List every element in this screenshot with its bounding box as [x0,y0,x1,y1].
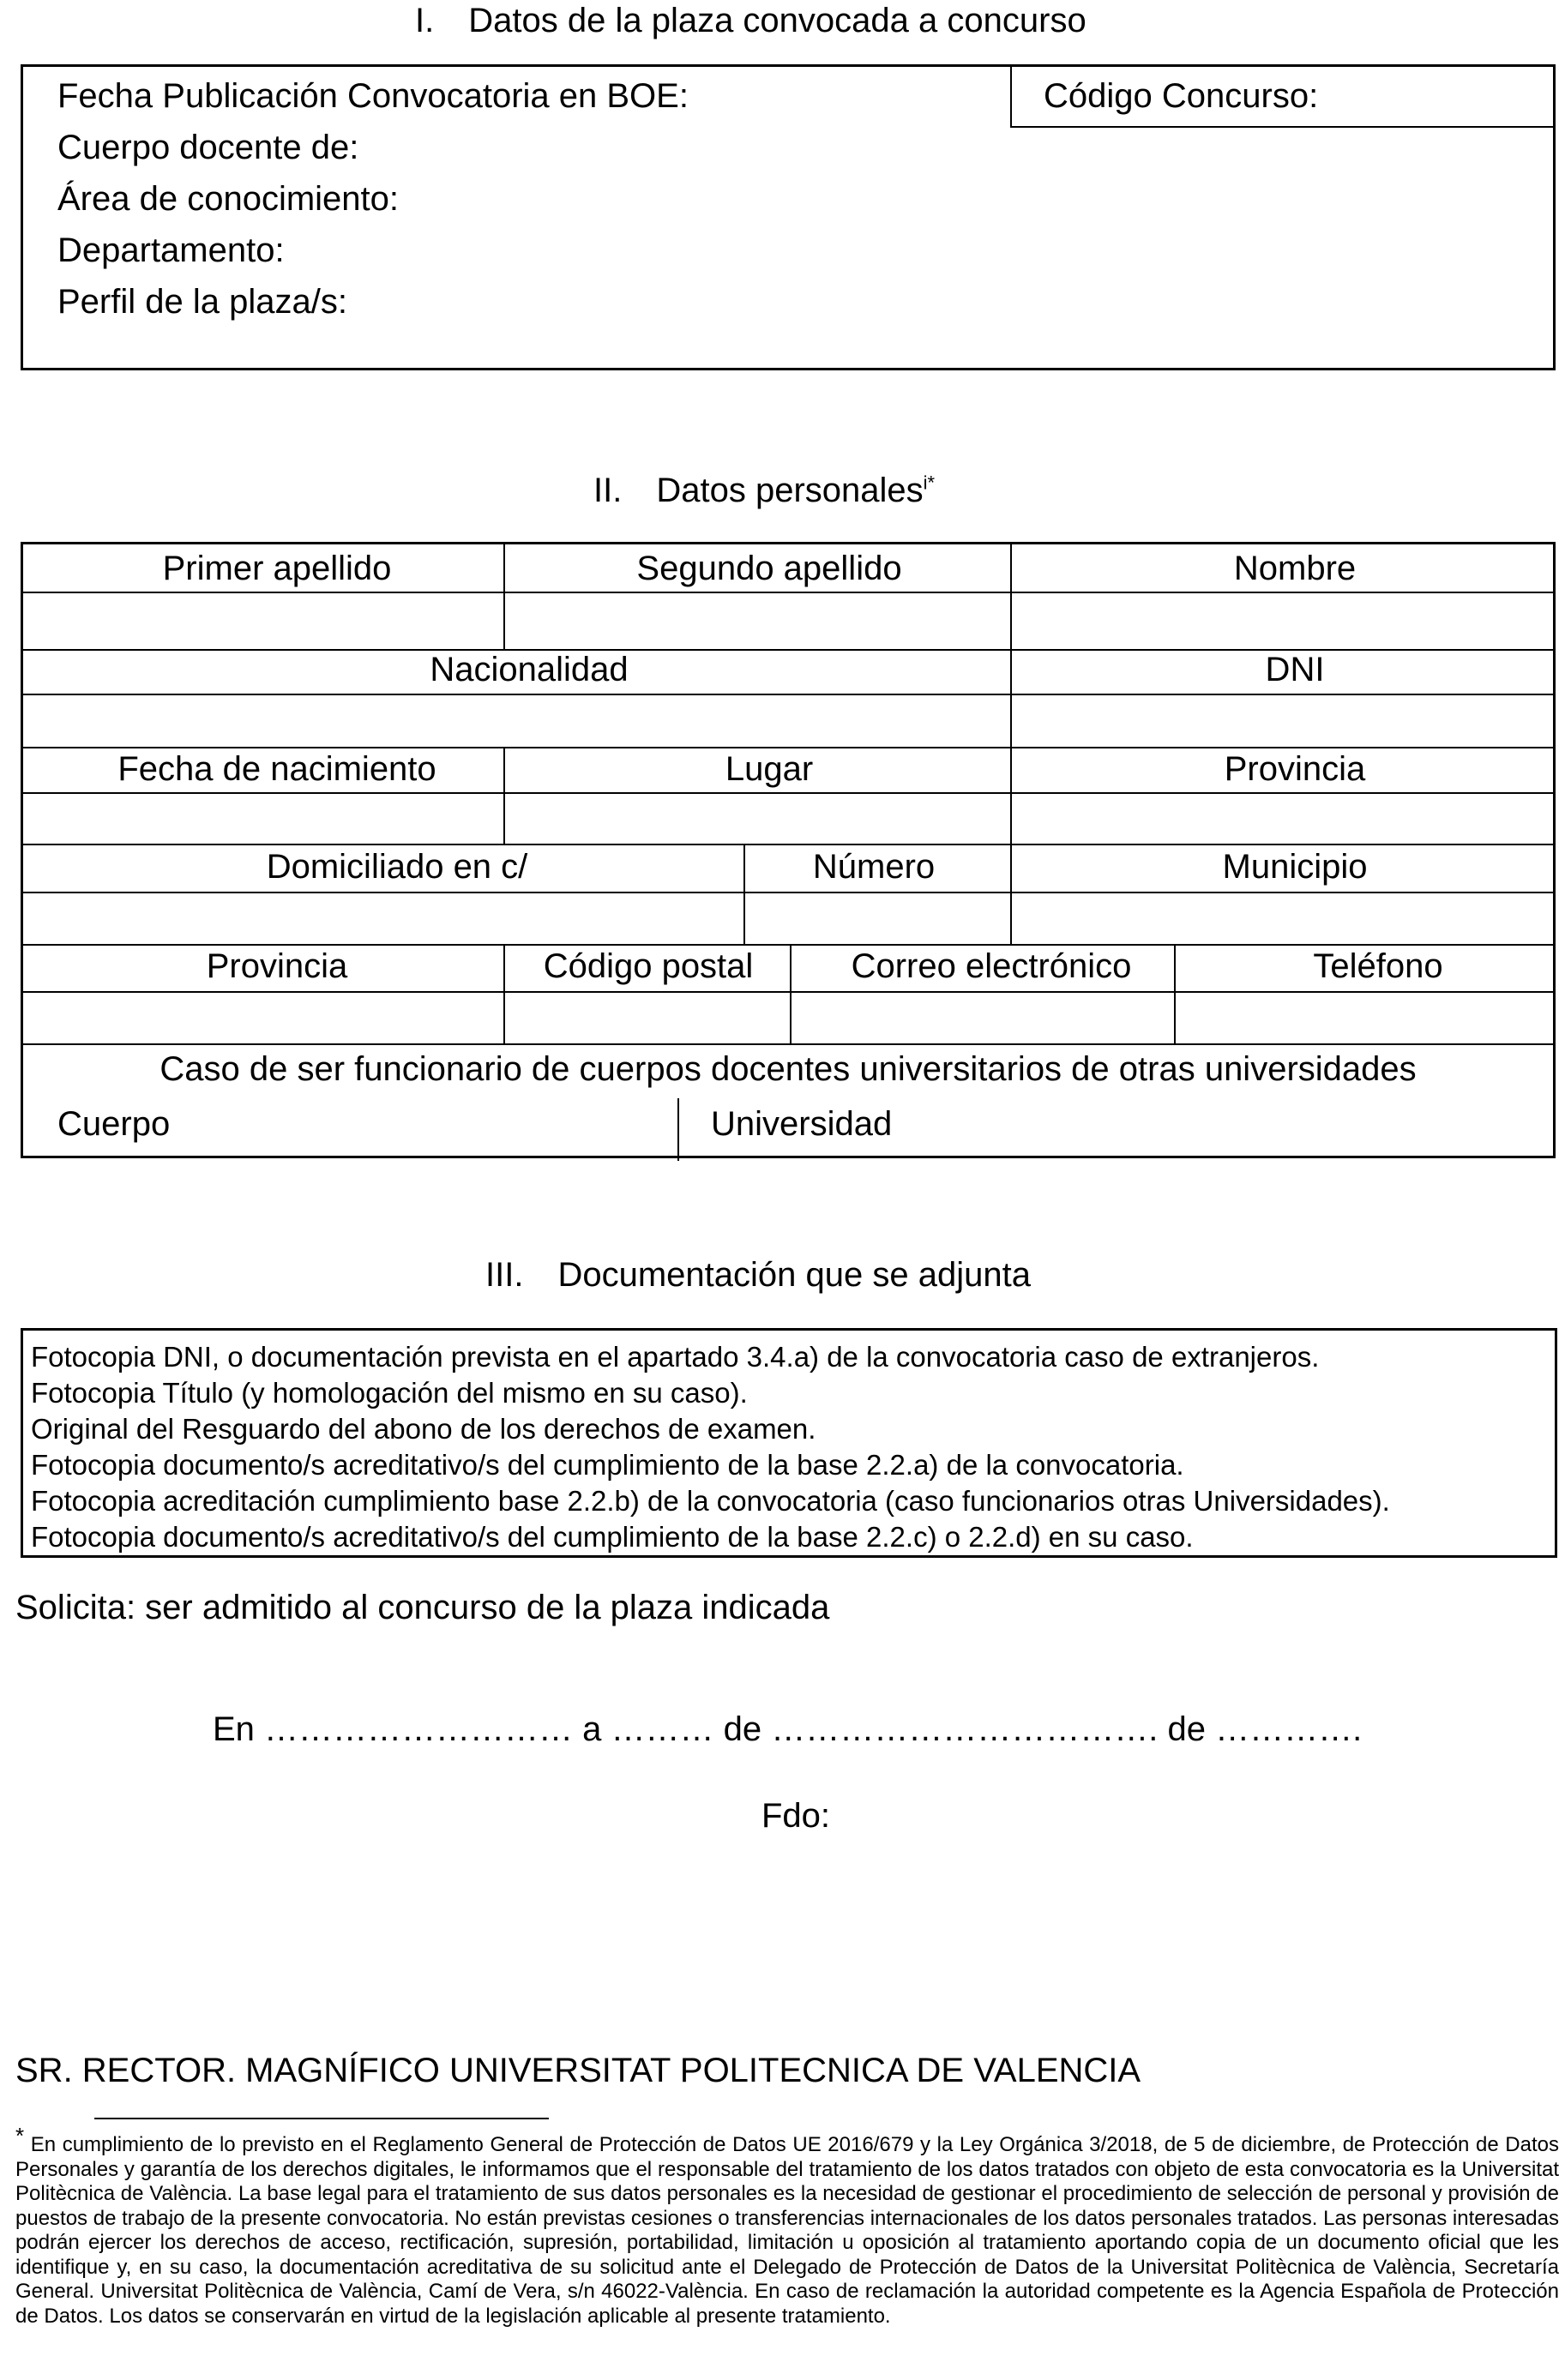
label-provincia: Provincia [206,947,348,985]
section1-heading [415,2,1086,40]
field-codigo-concurso[interactable]: Código Concurso: [1044,77,1319,115]
field-cuerpo-docente[interactable]: Cuerpo docente de: [57,129,359,166]
section3-numeral: III. [485,1256,524,1294]
footnote-marker-ref: i* [923,472,936,494]
row-rule [23,1043,1553,1045]
signature-label[interactable]: Fdo: [761,1797,831,1835]
col-rule [677,1098,679,1161]
footnote-text: En cumplimiento de lo previsto en el Reglamento General de Protección de Datos UE 2016/679 y la Ley Orgánica 3/2018, de 5 de diciembre, de Protección de Datos Personales y garantía de los derechos digitales, le informamos que el responsable del tratamiento de los datos tratados con objeto de esta convocatoria es la Universitat Politècnica de València. La base legal para el tratamiento de sus datos personales es la necesidad de gestionar el procedimiento de selección de personal y provisión de puestos de trabajo de la presente convocatoria. No están previstas cesiones o transferencias internacionales de los datos personales tratados. Las personas interesadas podrán ejercer los derechos de acceso, rectificación, supresión, portabilidad, limitación u oposición al tratamiento aportando copia de un documento oficial que les identifique y, en su caso, la documentación acreditativa de su solicitud ante el Delegado de Protección de Datos de la Universitat Politècnica de València, Secretaría General. Universitat Politècnica de València, Camí de Vera, s/n 46022-València. En caso de reclamación la autoridad competente es la Agencia Española de Protección de Datos. Los datos se conservarán en virtud de la legislación aplicable al presente tratamiento. [15,2133,1559,2328]
input-municipio[interactable] [1012,893,1552,942]
input-nombre[interactable] [1012,593,1552,647]
label-segundo-apellido: Segundo apellido [636,550,902,587]
plaza-box-divider [1010,67,1012,126]
label-domicilio: Domiciliado en c/ [266,848,528,886]
row-rule [23,747,1553,748]
section2-heading [593,472,935,510]
label-provincia-nacimiento: Provincia [1224,750,1366,788]
label-municipio: Municipio [1222,848,1368,886]
label-correo: Correo electrónico [851,947,1132,985]
documents-box [21,1328,1557,1558]
addressee: SR. RECTOR. MAGNÍFICO UNIVERSITAT POLITECNICA DE VALENCIA [15,2052,1141,2089]
field-universidad[interactable]: Universidad [711,1105,893,1143]
row-rule [23,844,1553,845]
document-item: Fotocopia Título (y homologación del mismo en su caso). [31,1377,748,1409]
section2-numeral: II. [593,472,623,509]
label-dni: DNI [1265,651,1325,688]
document-item: Fotocopia acreditación cumplimiento base 2.2.b) de la convocatoria (caso funcionarios otras Universidades). [31,1485,1390,1517]
input-nacionalidad[interactable] [23,695,1008,745]
section3-heading [485,1256,1031,1295]
field-area-conocimiento[interactable]: Área de conocimiento: [57,180,400,218]
input-provincia-nacimiento[interactable] [1012,794,1552,842]
input-provincia[interactable] [23,993,502,1042]
section2-title: Datos personales [656,472,924,509]
input-codigo-postal[interactable] [505,993,788,1042]
input-segundo-apellido[interactable] [505,593,1008,647]
document-item: Fotocopia DNI, o documentación prevista en el apartado 3.4.a) de la convocatoria caso de extranjeros. [31,1341,1320,1373]
input-correo[interactable] [792,993,1172,1042]
solicita-text: Solicita: ser admitido al concurso de la plaza indicada [15,1589,830,1626]
plaza-data-box [21,64,1556,370]
field-perfil-plaza[interactable]: Perfil de la plaza/s: [57,283,347,321]
document-item: Fotocopia documento/s acreditativo/s del cumplimiento de la base 2.2.a) de la convocatoria. [31,1449,1184,1481]
input-numero[interactable] [745,893,1008,942]
input-lugar[interactable] [505,794,1008,842]
section3-title: Documentación que se adjunta [557,1256,1031,1294]
label-nacionalidad: Nacionalidad [430,651,629,688]
footnote-separator [94,2118,549,2119]
input-dni[interactable] [1012,695,1552,745]
label-fecha-nacimiento: Fecha de nacimiento [117,750,436,788]
input-domicilio[interactable] [23,893,742,942]
field-departamento[interactable]: Departamento: [57,231,285,269]
label-primer-apellido: Primer apellido [162,550,392,587]
input-primer-apellido[interactable] [23,593,502,647]
section1-title: Datos de la plaza convocada a concurso [468,2,1086,39]
document-item: Original del Resguardo del abono de los derechos de examen. [31,1413,816,1445]
field-fecha-publicacion[interactable]: Fecha Publicación Convocatoria en BOE: [57,77,689,115]
label-funcionario-heading: Caso de ser funcionario de cuerpos docentes universitarios de otras universidades [160,1050,1417,1088]
personal-data-table [21,542,1556,1158]
footnote-marker: * [15,2123,25,2149]
date-line[interactable]: En ……………………… a ……… de ……………………………. de …………. [213,1710,1363,1748]
label-codigo-postal: Código postal [543,947,754,985]
label-lugar: Lugar [725,750,814,788]
input-fecha-nacimiento[interactable] [23,794,502,842]
section1-numeral: I. [415,2,435,39]
footnote [15,2123,1559,2329]
input-telefono[interactable] [1176,993,1552,1042]
field-cuerpo[interactable]: Cuerpo [57,1105,171,1143]
label-telefono: Teléfono [1313,947,1443,985]
row-rule [23,944,1553,946]
document-item: Fotocopia documento/s acreditativo/s del cumplimiento de la base 2.2.c) o 2.2.d) en su caso. [31,1521,1194,1553]
plaza-box-rule [1010,126,1553,128]
label-numero: Número [812,848,936,886]
label-nombre: Nombre [1233,550,1357,587]
